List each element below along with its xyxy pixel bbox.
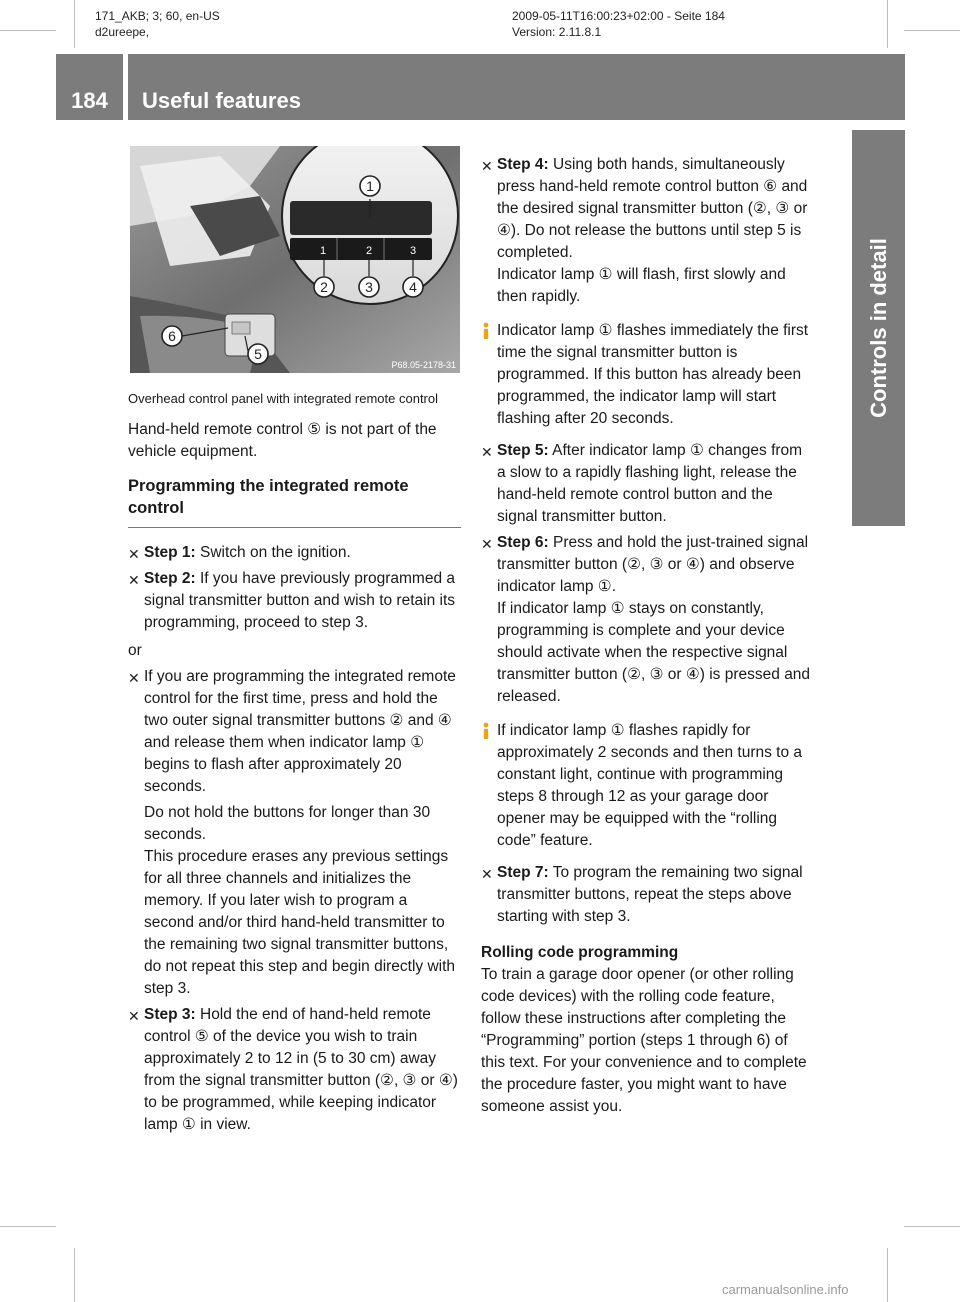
step-1-text: Switch on the ignition.	[195, 544, 351, 561]
print-meta-right	[512, 8, 725, 40]
section-title: Useful features	[142, 88, 301, 113]
step-7-label: Step 7:	[497, 864, 549, 881]
right-column	[481, 150, 814, 1118]
figure-code: P68.05-2178-31	[391, 360, 456, 370]
header-divider	[123, 54, 128, 120]
callout-4: 4	[409, 279, 417, 295]
info-1-text: Indicator lamp ① flashes immediately the first time the signal transmitter button is programmed. If this button has already been programmed, the indicator lamp will start flashing after 20 seconds.	[497, 322, 809, 427]
heading-rule	[128, 527, 461, 528]
step-arrow-icon: ✕	[128, 1008, 140, 1024]
step-6	[481, 532, 814, 708]
step-5-text: After indicator lamp ① changes from a slow to a rapidly flashing light, release the hand-held remote control button and the signal transmitter button.	[497, 442, 803, 525]
step-1-label: Step 1:	[144, 544, 196, 561]
step-arrow-icon: ✕	[128, 572, 140, 588]
rolling-code-text: To train a garage door opener (or other rolling code devices) with the rolling code feature, follow these instructions after completing the “Programming” portion (steps 1 through 6) of this text. For your convenience and to complete the procedure faster, you might want to have someone assist you.	[481, 966, 807, 1115]
meta-left-line1: 171_AKB; 3; 60, en-US	[95, 9, 220, 23]
step-5	[481, 440, 814, 528]
info-icon	[481, 722, 491, 740]
step-4-text: Using both hands, simultaneously press hand-held remote control button ⑥ and the desired signal transmitter button (②, ③ or ④). Do not release the buttons until step 5 is completed.	[497, 156, 808, 261]
panel-button-label: 3	[410, 245, 417, 257]
page-number: 184	[71, 88, 108, 113]
rolling-code-heading: Rolling code programming	[481, 944, 679, 961]
step-7-text: To program the remaining two signal transmitter buttons, repeat the steps above starting with step 3.	[497, 864, 803, 925]
callout-1: 1	[366, 178, 374, 194]
step-arrow-icon: ✕	[128, 670, 140, 686]
crop-mark	[904, 1226, 960, 1227]
callout-5: 5	[254, 346, 262, 362]
step-5-label: Step 5:	[497, 442, 549, 459]
step-3	[128, 1004, 461, 1136]
step-3-text: Hold the end of hand-held remote control ⑤ of the device you wish to train approximately 2 to 12 in (5 to 30 cm) away from the signal transmitter button (②, ③ or ④) to be programmed, while keeping indicator lamp ① in view.	[144, 1006, 458, 1133]
left-column	[128, 150, 461, 1136]
side-tab-label: Controls in detail	[865, 238, 891, 418]
crop-mark	[74, 0, 75, 48]
info-note-2	[481, 720, 814, 852]
step-6-text2: If indicator lamp ① stays on constantly, programming is complete and your device should activate when the respective signal transmitter button (②, ③ or ④) is pressed and released.	[497, 600, 811, 705]
panel-button-label: 1	[320, 245, 327, 257]
info-2-text: If indicator lamp ① flashes rapidly for approximately 2 seconds and then turns to a constant light, continue with programming steps 8 through 12 as your garage door opener may be equipped with the “rolling code” feature.	[497, 722, 803, 849]
dont-hold-text: Do not hold the buttons for longer than 30 seconds.	[144, 804, 431, 843]
step-6-label: Step 6:	[497, 534, 549, 551]
step-6-text: Press and hold the just-trained signal transmitter button (②, ③ or ④) and observe indicator lamp ①.	[497, 534, 809, 595]
info-note-1	[481, 320, 814, 430]
step-arrow-icon: ✕	[481, 158, 493, 174]
callout-6: 6	[168, 328, 176, 344]
step-3-label: Step 3:	[144, 1006, 196, 1023]
step-1	[128, 542, 461, 564]
step-4-text2: Indicator lamp ① will flash, first slowly and then rapidly.	[497, 266, 786, 305]
step-2-text: If you have previously programmed a signal transmitter button and wish to retain its programming, proceed to step 3.	[144, 570, 456, 631]
step-7	[481, 862, 814, 928]
step-4	[481, 154, 814, 308]
meta-right-line2: Version: 2.11.8.1	[512, 25, 602, 39]
info-icon	[481, 322, 491, 340]
callout-3: 3	[365, 279, 373, 295]
step-arrow-icon: ✕	[481, 866, 493, 882]
step-alt	[128, 666, 461, 798]
erase-text: This procedure erases any previous settings for all three channels and initializes the memory. If you later wish to program a second and/or third hand-held transmitter to the remaining two signal transmitter buttons, do not repeat this step and begin directly with step 3.	[144, 848, 456, 997]
overhead-panel-figure	[130, 146, 460, 373]
step-alt-text: If you are programming the integrated remote control for the first time, press and hold the two outer signal transmitter buttons ② and ④ and release them when indicator lamp ① begins to flash after approximately 20 seconds.	[144, 668, 456, 795]
section-heading: Programming the integrated remote control	[128, 477, 409, 517]
crop-mark	[904, 30, 960, 31]
meta-left-line2: d2ureepe,	[95, 25, 150, 39]
meta-right-line1: 2009-05-11T16:00:23+02:00 - Seite 184	[512, 9, 725, 23]
crop-mark	[74, 1248, 75, 1302]
callout-2: 2	[320, 279, 328, 295]
print-meta-left	[95, 8, 220, 40]
step-arrow-icon: ✕	[481, 536, 493, 552]
intro-paragraph: Hand-held remote control ⑤ is not part of the vehicle equipment.	[128, 421, 437, 460]
crop-mark	[0, 1226, 56, 1227]
step-2-label: Step 2:	[144, 570, 196, 587]
crop-mark	[887, 1248, 888, 1302]
crop-mark	[0, 30, 56, 31]
watermark: carmanualsonline.info	[722, 1282, 849, 1297]
side-tab	[852, 130, 905, 526]
step-2	[128, 568, 461, 634]
crop-mark	[887, 0, 888, 48]
panel-button-label: 2	[366, 245, 373, 257]
step-4-label: Step 4:	[497, 156, 549, 173]
figure-caption: Overhead control panel with integrated remote control	[128, 391, 439, 406]
or-text: or	[128, 642, 142, 659]
step-arrow-icon: ✕	[128, 546, 140, 562]
step-arrow-icon: ✕	[481, 444, 493, 460]
